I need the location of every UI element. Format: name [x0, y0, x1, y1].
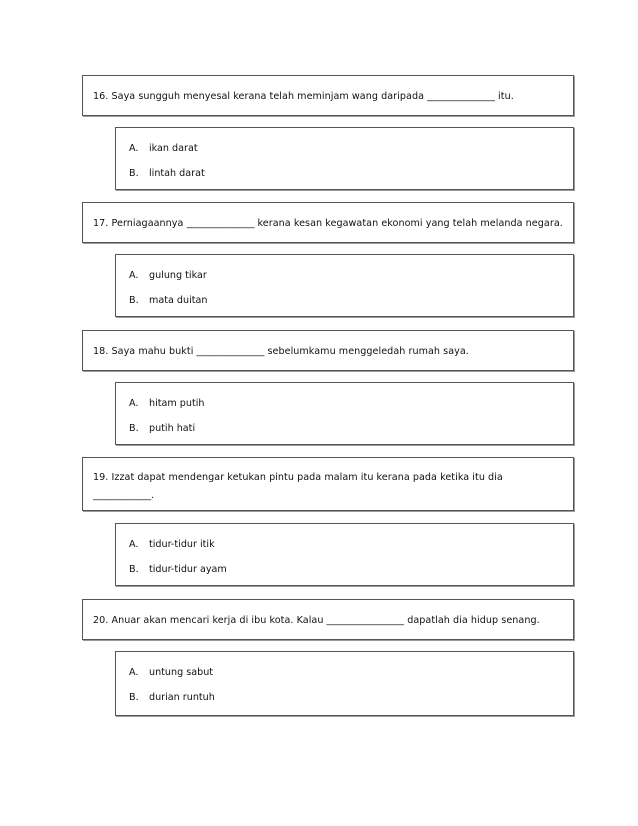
option-letter: B. [129, 295, 139, 306]
question-box-18 [82, 330, 574, 371]
question-box-20 [82, 599, 574, 640]
option-text: tidur-tidur ayam [149, 564, 227, 575]
options-box-20 [115, 651, 574, 716]
question-text-19-line-1: 19. Izzat dapat mendengar ketukan pintu pada malam itu kerana pada ketika itu dia [93, 472, 503, 483]
option-text: gulung tikar [149, 270, 207, 281]
option-text: lintah darat [149, 168, 205, 179]
option-text: tidur-tidur itik [149, 539, 215, 550]
option-letter: A. [129, 539, 139, 550]
options-box-17 [115, 254, 574, 317]
question-text-18: 18. Saya mahu bukti ______________ sebelumkamu menggeledah rumah saya. [93, 346, 469, 357]
option-17-a[interactable] [129, 270, 207, 281]
option-18-b[interactable] [129, 423, 195, 434]
option-letter: A. [129, 143, 139, 154]
options-box-18 [115, 382, 574, 445]
option-17-b[interactable] [129, 295, 207, 306]
option-text: durian runtuh [149, 692, 215, 703]
option-text: untung sabut [149, 667, 214, 678]
option-letter: A. [129, 398, 139, 409]
option-18-a[interactable] [129, 398, 204, 409]
option-text: ikan darat [149, 143, 198, 154]
option-20-a[interactable] [129, 667, 213, 678]
question-box-16 [82, 75, 574, 116]
option-letter: B. [129, 564, 139, 575]
option-16-b[interactable] [129, 168, 205, 179]
option-text: hitam putih [149, 398, 205, 409]
option-16-a[interactable] [129, 143, 198, 154]
question-box-19 [82, 457, 574, 511]
option-letter: A. [129, 270, 139, 281]
option-19-b[interactable] [129, 564, 227, 575]
option-19-a[interactable] [129, 539, 215, 550]
option-text: mata duitan [149, 295, 208, 306]
question-text-16: 16. Saya sungguh menyesal kerana telah meminjam wang daripada ______________ itu. [93, 91, 514, 102]
options-box-19 [115, 523, 574, 586]
question-text-20: 20. Anuar akan mencari kerja di ibu kota. Kalau ________________ dapatlah dia hidup senang. [93, 615, 540, 626]
option-letter: A. [129, 667, 139, 678]
option-letter: B. [129, 423, 139, 434]
option-letter: B. [129, 168, 139, 179]
option-text: putih hati [149, 423, 196, 434]
option-letter: B. [129, 692, 139, 703]
question-text-17: 17. Perniagaannya ______________ kerana kesan kegawatan ekonomi yang telah melanda negara. [93, 218, 563, 229]
option-20-b[interactable] [129, 692, 215, 703]
question-text-19-line-2: ____________. [93, 490, 155, 501]
options-box-16 [115, 127, 574, 190]
question-box-17 [82, 202, 574, 243]
